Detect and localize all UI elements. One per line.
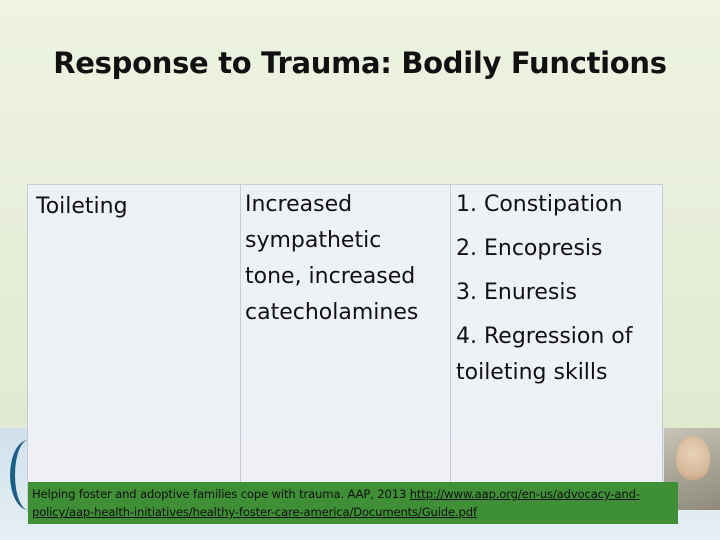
citation-text: Helping foster and adoptive families cope with trauma. AAP, 2013: [32, 487, 410, 501]
category-label: Toileting: [36, 194, 128, 219]
mechanism-cell: [241, 185, 451, 511]
effect-item: 4. Regression of toileting skills: [456, 324, 633, 385]
effect-item: 2. Encopresis: [456, 236, 603, 261]
category-cell: [28, 185, 241, 511]
citation-link[interactable]: http://www.aap.org/en-us/advocacy-and-policy/aap-health-initiatives/healthy-foster-care-america/Documents/Guide.pdf: [32, 487, 640, 519]
mechanism-line: tone, increased: [245, 264, 416, 289]
effect-item: 3. Enuresis: [456, 280, 577, 305]
effect-item: 1. Constipation: [456, 192, 623, 217]
slide-title: Response to Trauma: Bodily Functions: [53, 46, 667, 80]
effects-cell: [451, 185, 662, 511]
photo-face-icon: [676, 436, 710, 480]
mechanism-line: Increased: [245, 192, 353, 217]
trauma-table: [27, 184, 663, 512]
mechanism-line: catecholamines: [245, 300, 419, 325]
mechanism-line: sympathetic: [245, 228, 382, 253]
citation-box: [28, 482, 678, 524]
